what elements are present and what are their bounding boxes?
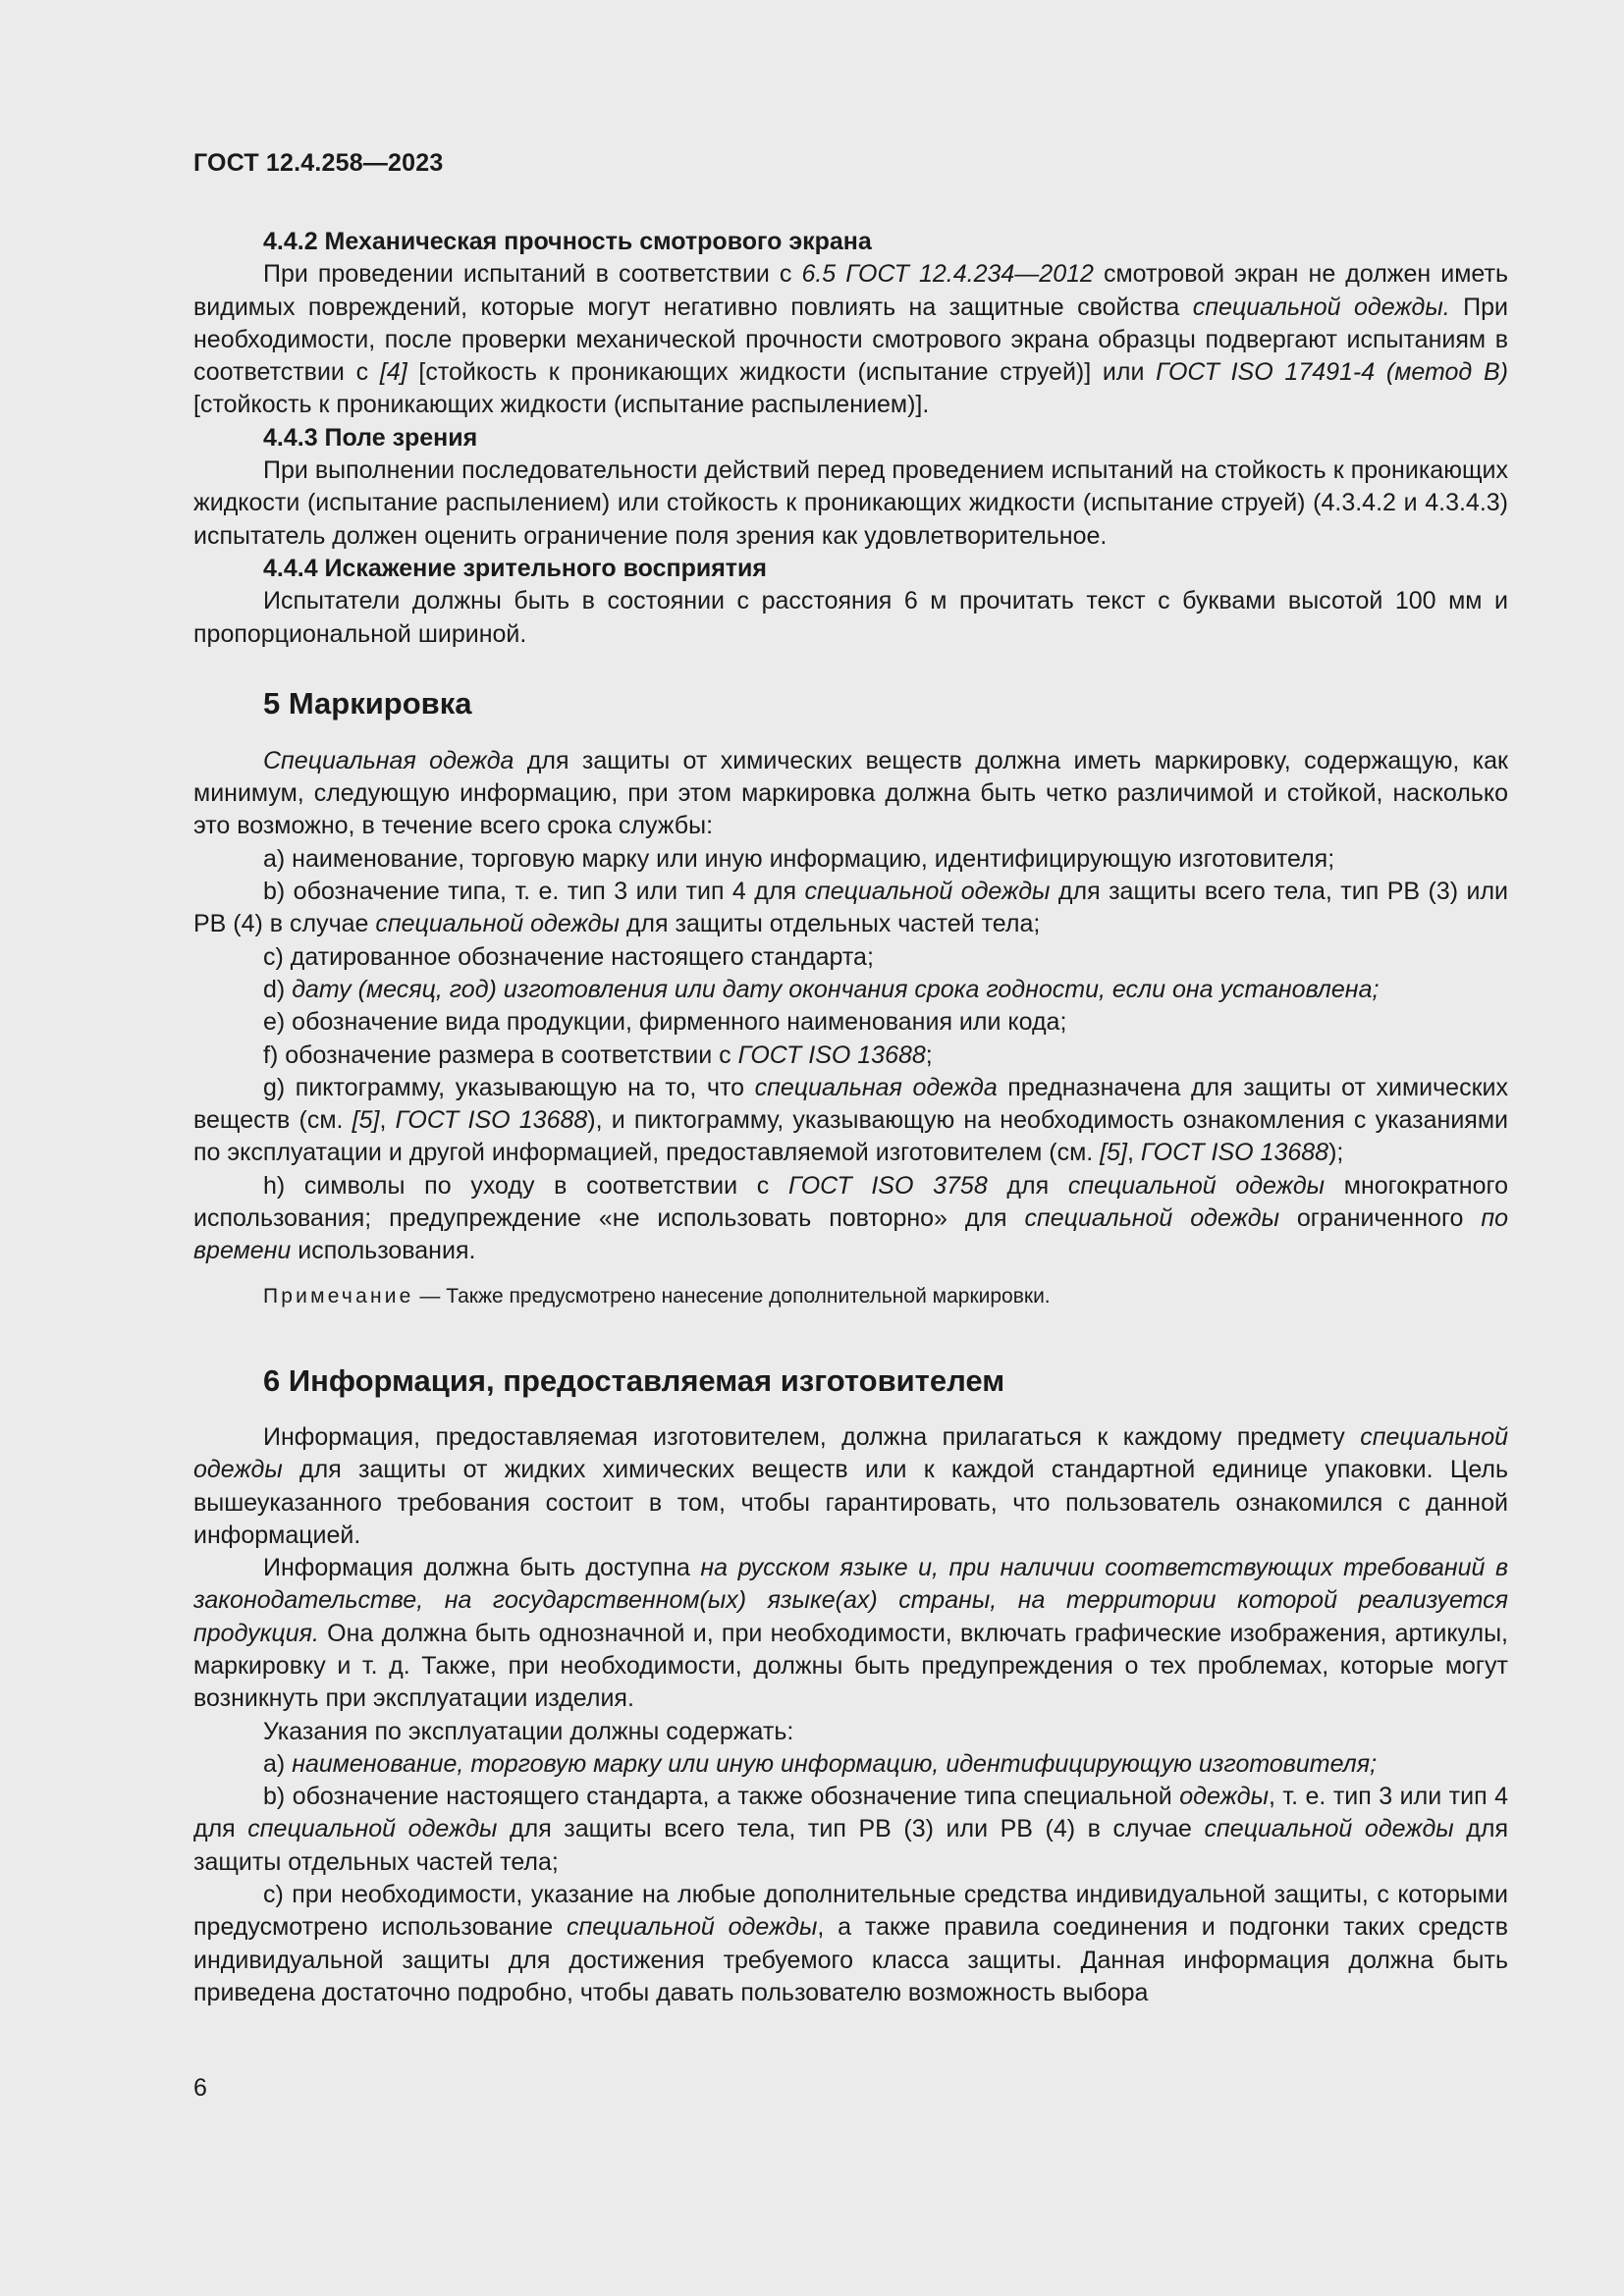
list-item-6-a: a) наименование, торговую марку или иную информацию, идентифицирующую изготовителя; bbox=[263, 1749, 1378, 1778]
page-number: 6 bbox=[193, 2074, 207, 2102]
list-item-5-c: c) датированное обозначение настоящего стандарта; bbox=[263, 942, 874, 971]
list-item-6-b: b) обозначение настоящего стандарта, а также обозначение типа специальной одежды, т. е. тип 3 или тип 4 для специальной одежды для защиты всего тела, тип РВ (3) или РВ (4) в случае специальной одежды для защиты отдельных частей тела; bbox=[193, 1783, 1508, 1876]
paragraph-6-1: Информация, предоставляемая изготовителем, должна прилагаться к каждому предмету специальной одежды для защиты от жидких химических веществ или к каждой стандартной единице упаковки. Цель вышеуказанного требования состоит в том, чтобы гарантировать, что пользователь ознакомился с данной информацией. bbox=[193, 1422, 1508, 1549]
paragraph-4-4-4: Испытатели должны быть в состоянии с расстояния 6 м прочитать текст с буквами высотой 100 мм и пропорциональной шириной. bbox=[193, 587, 1508, 648]
paragraph-4-4-3: При выполнении последовательности действий перед проведением испытаний на стойкость к проникающих жидкости (испытание распылением) или стойкость к проникающих жидкости (испытание струей) (4.3.4.2 и 4.3.4.3) испытатель должен оценить ограничение поля зрения как удовлетворительное. bbox=[193, 456, 1508, 550]
list-item-5-b: b) обозначение типа, т. е. тип 3 или тип 4 для специальной одежды для защиты всего тела, тип РВ (3) или РВ (4) в случае специальной одежды для защиты отдельных частей тела; bbox=[193, 878, 1509, 938]
list-item-5-a: a) наименование, торговую марку или иную информацию, идентифицирующую изготовителя; bbox=[263, 844, 1335, 873]
list-item-5-g: g) пиктограмму, указывающую на то, что специальная одежда предназначена для защиты от химических веществ (см. [5], ГОСТ ISO 13688), и пиктограмму, указывающую на необходимость ознакомления с указаниями по эксплуатации и другой информацией, предоставляемой изготовителем (см. [5], ГОСТ ISO 13688); bbox=[193, 1073, 1509, 1167]
note-label: Примечание bbox=[263, 1284, 414, 1308]
list-item-6-c: c) при необходимости, указание на любые дополнительные средства индивидуальной защиты, с которыми предусмотрено использование специальной одежды, а также правила соединения и подгонки таких средств индивидуальной защиты для достижения требуемого класса защиты. Данная информация должна быть приведена достаточно подробно, чтобы давать пользователю возможность выбора bbox=[193, 1881, 1509, 2006]
paragraph-6-3: Указания по эксплуатации должны содержать: bbox=[263, 1717, 794, 1745]
paragraph-5-intro: Специальная одежда для защиты от химических веществ должна иметь маркировку, содержащую, как минимум, следующую информацию, при этом маркировка должна быть четко различимой и стойкой, насколько это возможно, в течение всего срока службы: bbox=[193, 746, 1508, 840]
list-item-5-h: h) символы по уходу в соответствии с ГОСТ ISO 3758 для специальной одежды многократного использования; предупреждение «не использовать повторно» для специальной одежды ограниченного по времени использования. bbox=[193, 1171, 1509, 1265]
page-body bbox=[193, 226, 1508, 2009]
document-id-header: ГОСТ 12.4.258—2023 bbox=[193, 149, 444, 177]
paragraph-4-4-2: При проведении испытаний в соответствии с 6.5 ГОСТ 12.4.234—2012 смотровой экран не должен иметь видимых повреждений, которые могут негативно повлиять на защитные свойства специальной одежды. При необходимости, после проверки механической прочности смотрового экрана образцы подвергают испытаниям в соответствии с [4] [стойкость к проникающих жидкости (испытание струей)] или ГОСТ ISO 17491-4 (метод В) [стойкость к проникающих жидкости (испытание распылением)]. bbox=[193, 260, 1508, 419]
list-item-5-f: f) обозначение размера в соответствии с ГОСТ ISO 13688; bbox=[263, 1041, 933, 1069]
section-title-5: 5 Маркировка bbox=[263, 685, 472, 721]
subsection-title-4-4-2: 4.4.2 Механическая прочность смотрового экрана bbox=[263, 228, 872, 255]
list-item-5-d: d) дату (месяц, год) изготовления или дату окончания срока годности, если она установлена; bbox=[263, 975, 1380, 1003]
subsection-title-4-4-4: 4.4.4 Искажение зрительного восприятия bbox=[263, 554, 768, 582]
subsection-title-4-4-3: 4.4.3 Поле зрения bbox=[263, 423, 478, 452]
section-title-6: 6 Информация, предоставляемая изготовителем bbox=[263, 1362, 1005, 1398]
note-5: Примечание — Также предусмотрено нанесение дополнительной маркировки. bbox=[263, 1284, 1051, 1308]
list-item-5-e: e) обозначение вида продукции, фирменного наименования или кода; bbox=[263, 1008, 1067, 1037]
paragraph-6-2: Информация должна быть доступна на русском языке и, при наличии соответствующих требований в законодательстве, на государственном(ых) языке(ах) страны, на территории которой реализуется продукция. Она должна быть однозначной и, при необходимости, включать графические изображения, артикулы, маркировку и т. д. Также, при необходимости, должны быть предупреждения о тех проблемах, которые могут возникнуть при эксплуатации изделия. bbox=[193, 1554, 1509, 1713]
